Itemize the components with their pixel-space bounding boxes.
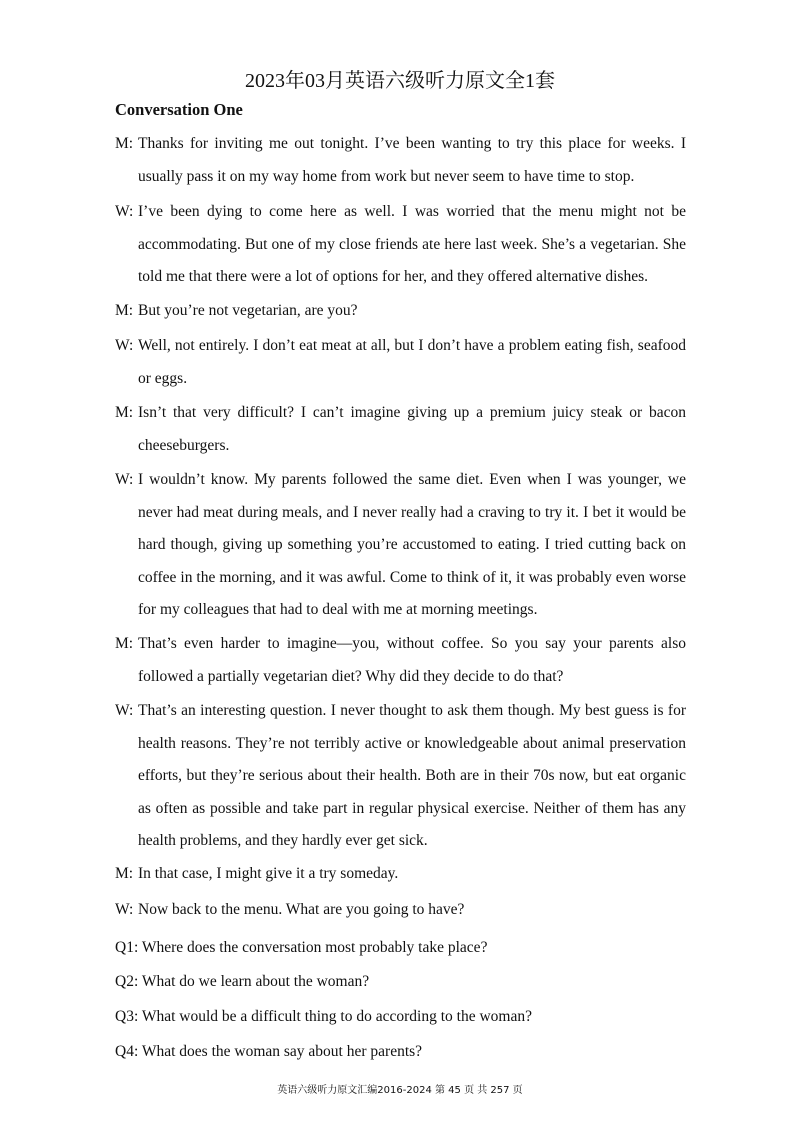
utterance-text: That’s even harder to imagine—you, without coffee. So you say your parents also followed a partially vegetarian diet? Why did they decide to do that?	[138, 635, 686, 685]
utterance-text: I wouldn’t know. My parents followed the same diet. Even when I was younger, we never had meat during meals, and I never really had a craving to try it. I bet it would be hard though, giving up something you’re accustomed to eating. I tried cutting back on coffee in the morning, and it was awful. Come to think of it, it was probably even worse for my colleagues that had to deal with me at morning meetings.	[138, 471, 686, 618]
utterance-text: Now back to the menu. What are you going to have?	[138, 901, 465, 918]
speaker-label: W:	[115, 901, 134, 918]
speaker-label: M:	[115, 135, 134, 152]
utterance-text: Well, not entirely. I don’t eat meat at all, but I don’t have a problem eating fish, seafood or eggs.	[138, 337, 686, 387]
dialogue-turn	[115, 196, 686, 294]
question-item: Q3: What would be a difficult thing to do according to the woman?	[115, 1008, 532, 1025]
utterance-text: Isn’t that very difficult? I can’t imagine giving up a premium juicy steak or bacon cheeseburgers.	[138, 404, 686, 454]
utterance-text: In that case, I might give it a try someday.	[138, 865, 399, 882]
dialogue-turn	[115, 397, 686, 462]
speaker-label: W:	[115, 337, 134, 354]
dialogue-turn	[115, 330, 686, 395]
dialogue-turn	[115, 295, 686, 328]
utterance-text: Thanks for inviting me out tonight. I’ve been wanting to try this place for weeks. I usually pass it on my way home from work but never seem to have time to stop.	[138, 135, 686, 185]
dialogue-turn	[115, 695, 686, 858]
utterance-text: But you’re not vegetarian, are you?	[138, 302, 358, 319]
question-item: Q2: What do we learn about the woman?	[115, 973, 370, 990]
dialogue-turn	[115, 128, 686, 193]
question-item: Q4: What does the woman say about her parents?	[115, 1043, 423, 1060]
dialogue-turn	[115, 628, 686, 693]
page-footer: 英语六级听力原文汇编2016-2024 第 45 页 共 257 页	[277, 1085, 523, 1096]
question-item: Q1: Where does the conversation most probably take place?	[115, 939, 488, 956]
speaker-label: W:	[115, 203, 134, 220]
speaker-label: M:	[115, 302, 134, 319]
speaker-label: W:	[115, 471, 134, 488]
speaker-label: M:	[115, 404, 134, 421]
utterance-text: I’ve been dying to come here as well. I was worried that the menu might not be accommodating. But one of my close friends ate here last week. She’s a vegetarian. She told me that there were a lot of options for her, and they offered alternative dishes.	[138, 203, 686, 285]
speaker-label: M:	[115, 865, 134, 882]
speaker-label: M:	[115, 635, 134, 652]
dialogue-turn	[115, 464, 686, 627]
speaker-label: W:	[115, 702, 134, 719]
section-heading: Conversation One	[115, 100, 243, 119]
dialogue-turn	[115, 858, 686, 891]
dialogue-turn	[115, 894, 686, 927]
page-title: 2023年03月英语六级听力原文全1套	[245, 70, 555, 92]
utterance-text: That’s an interesting question. I never thought to ask them though. My best guess is for health reasons. They’re not terribly active or knowledgeable about animal preservation efforts, but they’re serious about their health. Both are in their 70s now, but eat organic as often as possible and take part in regular physical exercise. Neither of them has any health problems, and they hardly ever get sick.	[138, 702, 686, 849]
